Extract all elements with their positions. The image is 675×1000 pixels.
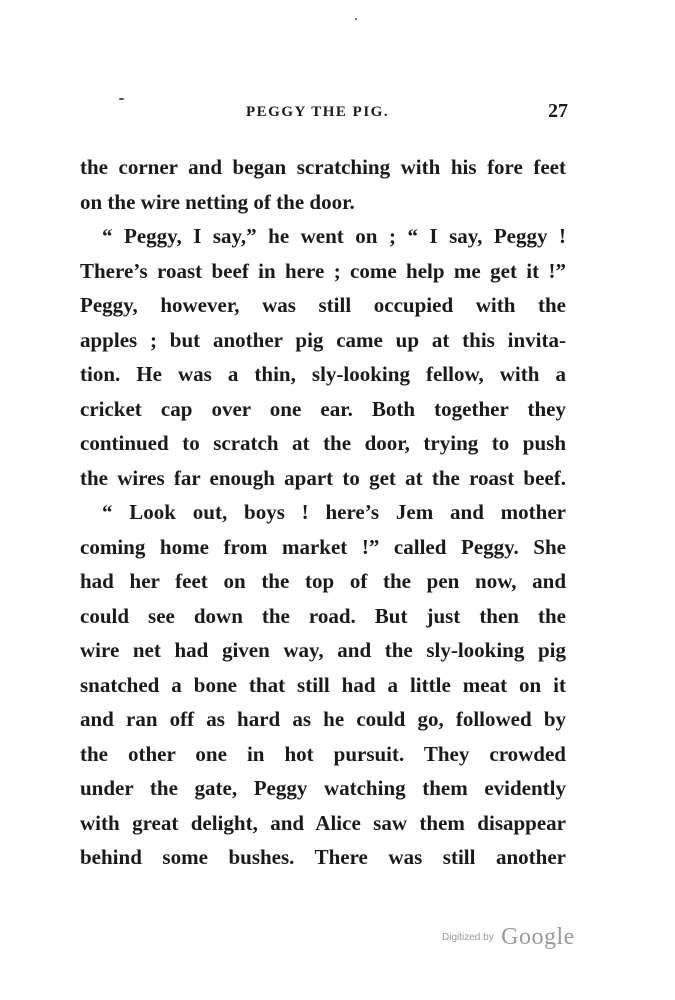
digitized-watermark (442, 924, 575, 951)
page-header (80, 100, 570, 126)
text-line: cricket cap over one ear. Both together they (80, 396, 566, 421)
text-line: “ Peggy, I say,” he went on ; “ I say, Peggy ! (102, 224, 566, 248)
text-line: apples ; but another pig came up at this invita- (80, 327, 566, 352)
google-logo: Google (501, 924, 575, 950)
text-line: coming home from market !” called Peggy. She (80, 534, 566, 559)
text-line: snatched a bone that still had a little meat on it (80, 672, 566, 697)
text-line: could see down the road. But just then the (80, 603, 566, 628)
text-line: continued to scratch at the door, trying to push (80, 431, 566, 455)
text-line: behind some bushes. There was still another (80, 845, 566, 869)
text-line: There’s roast beef in here ; come help me get it !” (80, 258, 566, 283)
text-line: under the gate, Peggy watching them evidently (80, 776, 566, 800)
text-line: on the wire netting of the door. (80, 189, 355, 214)
text-line: the wires far enough apart to get at the roast beef. (80, 465, 566, 490)
text-line: and ran off as hard as he could go, followed by (80, 707, 566, 731)
text-line: wire net had given way, and the sly-looking pig (80, 638, 566, 662)
text-line: “ Look out, boys ! here’s Jem and mother (102, 500, 566, 524)
scan-speck (355, 18, 357, 20)
text-line: tion. He was a thin, sly-looking fellow, with a (80, 362, 566, 386)
text-line: the other one in hot pursuit. They crowded (80, 741, 566, 766)
text-line: with great delight, and Alice saw them disappear (80, 810, 566, 835)
scan-speck (119, 98, 124, 100)
text-line: the corner and began scratching with his fore feet (80, 155, 566, 179)
running-title: PEGGY THE PIG. (246, 104, 390, 120)
text-line: Peggy, however, was still occupied with the (80, 293, 566, 317)
page-number: 27 (548, 100, 568, 122)
watermark-prefix: Digitized by (442, 932, 494, 943)
body-text (80, 150, 566, 875)
text-line: had her feet on the top of the pen now, and (80, 569, 566, 593)
